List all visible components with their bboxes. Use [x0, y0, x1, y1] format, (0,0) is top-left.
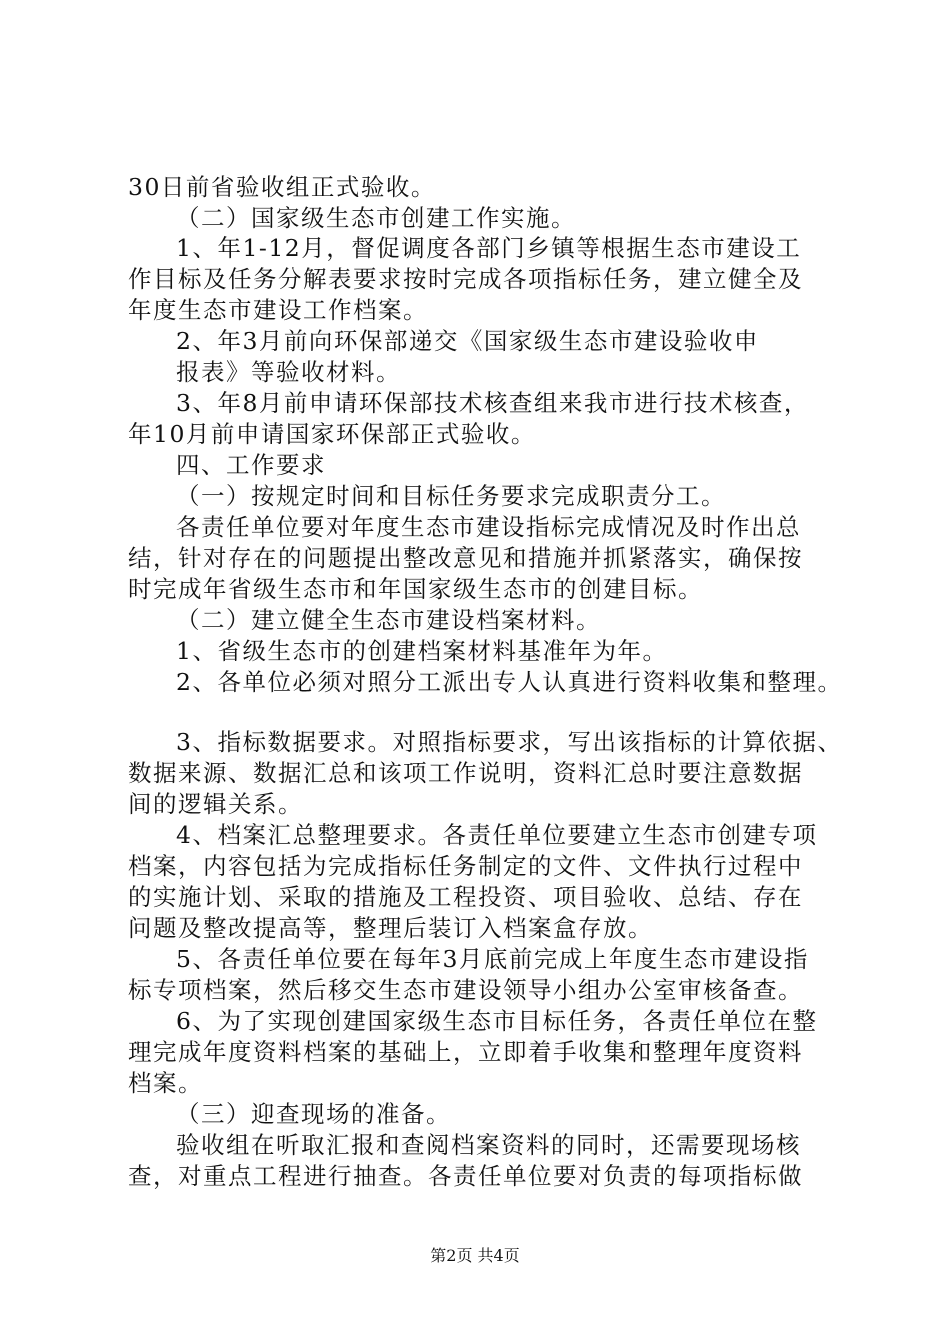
text-line: 各责任单位要对年度生态市建设指标完成情况及时作出总 [176, 513, 801, 541]
text-line: 查，对重点工程进行抽查。各责任单位要对负责的每项指标做 [128, 1162, 803, 1190]
section-heading: （二）建立健全生态市建设档案材料。 [176, 606, 601, 634]
text-line: 验收组在听取汇报和查阅档案资料的同时，还需要现场核 [176, 1131, 801, 1159]
text-line: 2、各单位必须对照分工派出专人认真进行资料收集和整理。 [176, 668, 843, 696]
section-heading: （一）按规定时间和目标任务要求完成职责分工。 [176, 482, 726, 510]
text-line: 6、为了实现创建国家级生态市目标任务，各责任单位在整 [176, 1007, 818, 1035]
text-line: 结，针对存在的问题提出整改意见和措施并抓紧落实，确保按 [128, 544, 803, 572]
text-line: 理完成年度资料档案的基础上，立即着手收集和整理年度资料 [128, 1038, 803, 1066]
text-line: 年10月前申请国家环保部正式验收。 [128, 420, 536, 448]
text-line: 2、年3月前向环保部递交《国家级生态市建设验收申 [176, 327, 759, 355]
text-line: 4、档案汇总整理要求。各责任单位要建立生态市创建专项 [176, 821, 818, 849]
text-line: 的实施计划、采取的措施及工程投资、项目验收、总结、存在 [128, 883, 803, 911]
text-line: 30日前省验收组正式验收。 [128, 173, 436, 201]
text-line: 档案。 [128, 1069, 203, 1097]
text-line: 报表》等验收材料。 [176, 358, 401, 386]
text-line: 年度生态市建设工作档案。 [128, 296, 428, 324]
page-number-footer: 第2页 共4页 [430, 1246, 520, 1265]
text-line: 3、指标数据要求。对照指标要求，写出该指标的计算依据、 [176, 728, 843, 756]
section-heading: 四、工作要求 [176, 451, 326, 479]
text-line: 5、各责任单位要在每年3月底前完成上年度生态市建设指 [176, 945, 809, 973]
text-line: 作目标及任务分解表要求按时完成各项指标任务，建立健全及 [128, 265, 803, 293]
text-line: 时完成年省级生态市和年国家级生态市的创建目标。 [128, 575, 703, 603]
section-heading: （三）迎查现场的准备。 [176, 1100, 451, 1128]
section-heading: （二）国家级生态市创建工作实施。 [176, 204, 576, 232]
text-line: 标专项档案，然后移交生态市建设领导小组办公室审核备查。 [128, 976, 803, 1004]
text-line: 1、年1-12月，督促调度各部门乡镇等根据生态市建设工 [176, 234, 802, 262]
text-line: 问题及整改提高等，整理后装订入档案盒存放。 [128, 914, 653, 942]
text-line: 1、省级生态市的创建档案材料基准年为年。 [176, 637, 668, 665]
text-line: 数据来源、数据汇总和该项工作说明，资料汇总时要注意数据 [128, 759, 803, 787]
text-line: 档案，内容包括为完成指标任务制定的文件、文件执行过程中 [128, 852, 803, 880]
text-line: 3、年8月前申请环保部技术核查组来我市进行技术核查， [176, 389, 809, 417]
text-line: 间的逻辑关系。 [128, 790, 303, 818]
